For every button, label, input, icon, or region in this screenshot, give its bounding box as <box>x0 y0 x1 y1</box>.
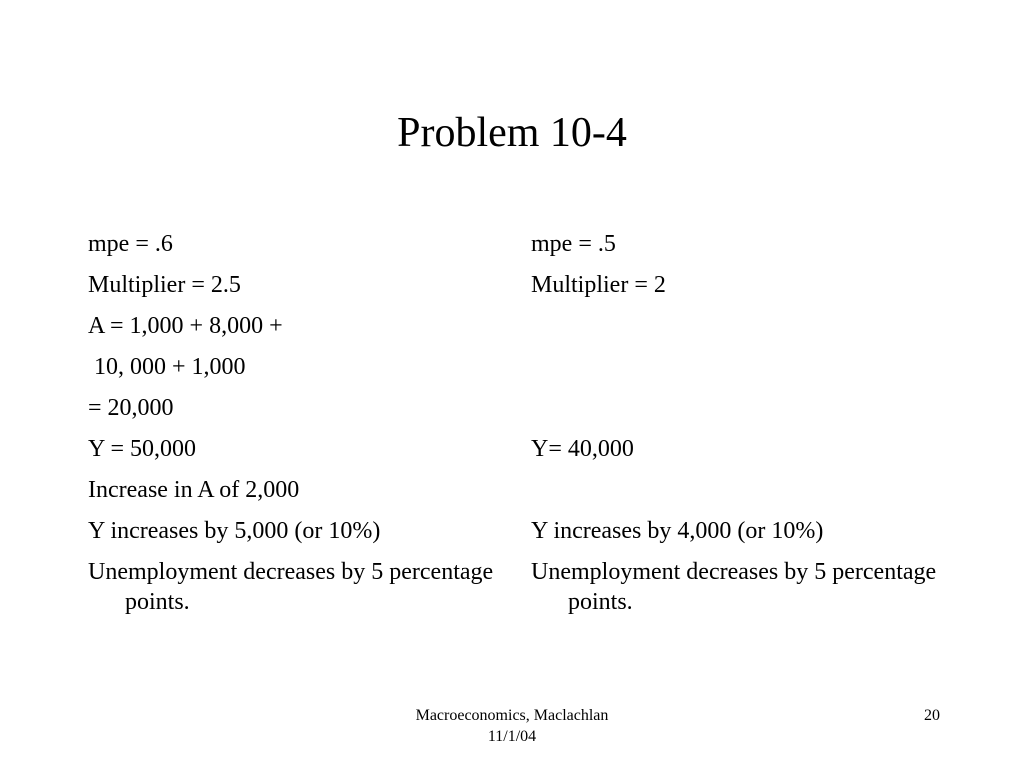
left-line-unemployment: Unemployment decreases by 5 percentage points. <box>88 559 494 615</box>
left-line-autonomous-total: = 20,000 <box>88 395 174 421</box>
left-line-y-increase: Y increases by 5,000 (or 10%) <box>88 518 381 544</box>
slide-title: Problem 10-4 <box>397 110 627 156</box>
left-line-multiplier: Multiplier = 2.5 <box>88 272 241 298</box>
left-line-increase-a: Increase in A of 2,000 <box>88 477 300 503</box>
footer-date: 11/1/04 <box>487 728 537 745</box>
right-line-multiplier: Multiplier = 2 <box>531 272 666 298</box>
slide-page-number: 20 <box>924 707 940 724</box>
right-column <box>531 229 971 628</box>
right-line-mpe: mpe = .5 <box>531 231 616 257</box>
left-line-autonomous-a-cont: 10, 000 + 1,000 <box>88 354 246 380</box>
left-line-mpe: mpe = .6 <box>88 231 173 257</box>
left-line-y: Y = 50,000 <box>88 436 196 462</box>
right-line-unemployment: Unemployment decreases by 5 percentage points. <box>531 559 937 615</box>
left-column <box>88 229 508 628</box>
footer-course: Macroeconomics, Maclachlan <box>415 707 609 724</box>
right-line-y: Y= 40,000 <box>531 436 634 462</box>
left-line-autonomous-a: A = 1,000 + 8,000 + <box>88 313 283 339</box>
right-line-y-increase: Y increases by 4,000 (or 10%) <box>531 518 824 544</box>
footer-course-info <box>362 705 662 747</box>
